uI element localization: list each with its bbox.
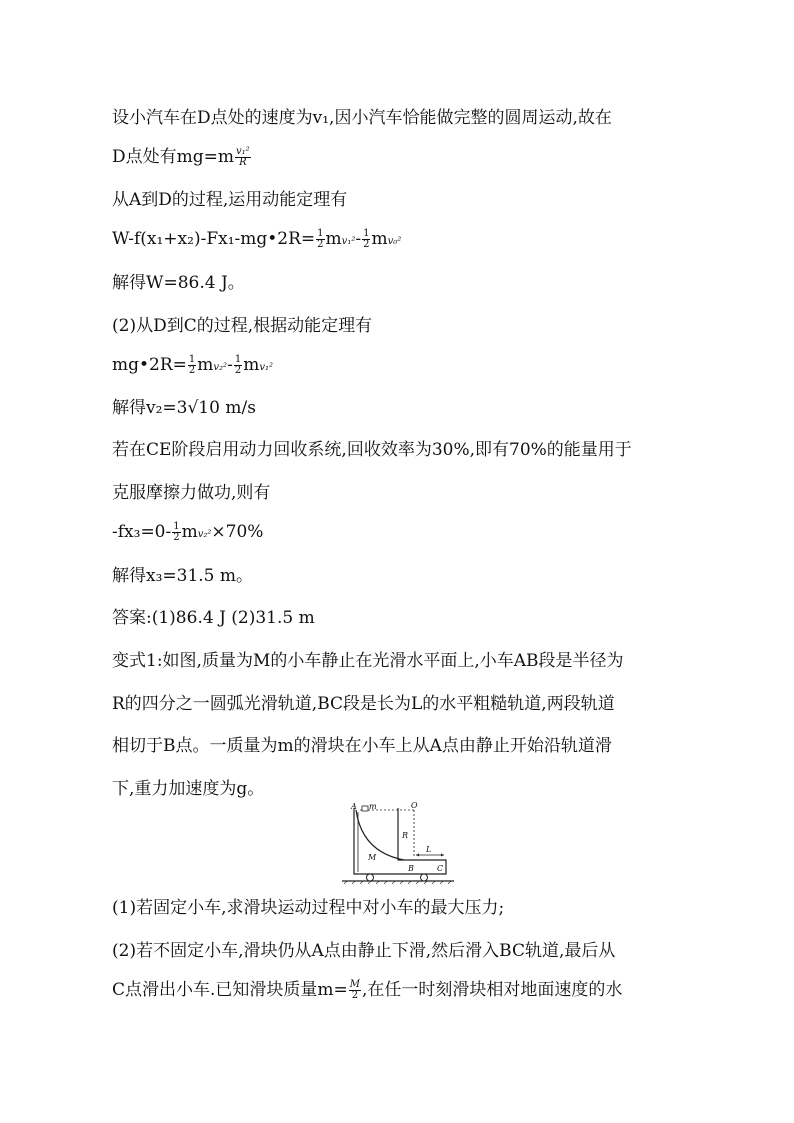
text-segment: m: [181, 522, 198, 542]
fraction-numerator: 1: [363, 228, 370, 239]
label-o: O: [411, 802, 418, 810]
fraction-half: [362, 229, 370, 250]
fraction-denominator: 2: [188, 365, 196, 376]
label-a: A: [351, 802, 357, 811]
text-segment: -: [227, 355, 233, 375]
slider-block: [362, 806, 368, 811]
fraction-numerator: v₁²: [236, 146, 250, 157]
fraction-denominator: R: [239, 157, 247, 168]
fraction-denominator: 2: [234, 365, 242, 376]
arrowhead-left: [416, 854, 419, 857]
wheel-right: [421, 874, 428, 881]
label-b: B: [408, 864, 414, 873]
text-segment: m: [243, 355, 260, 375]
fraction-half: [234, 355, 242, 376]
text-line-1: 设小汽车在D点处的速度为v₁,因小汽车恰能做完整的圆周运动,故在: [112, 108, 612, 128]
label-m-large: M: [368, 853, 377, 862]
cart-track-figure: [338, 802, 458, 884]
text-segment: m: [325, 229, 342, 249]
text-line-2: [112, 146, 252, 168]
text-segment: m: [197, 355, 214, 375]
text-line-20: [112, 979, 622, 1001]
label-c: C: [437, 864, 444, 873]
fraction-m-over-2: [349, 980, 361, 1001]
fraction-half: [316, 229, 324, 250]
fraction-denominator: 2: [363, 239, 370, 250]
fraction-denominator: 2: [173, 532, 180, 543]
text-line-13: 答案:(1)86.4 J (2)31.5 m: [112, 608, 315, 628]
text-line-17: 下,重力加速度为g。: [112, 779, 265, 799]
text-segment: mg•2R=: [112, 355, 187, 375]
velocity-term: v₀²: [387, 236, 402, 247]
text-line-10: 克服摩擦力做功,则有: [112, 483, 271, 503]
label-l: L: [426, 845, 432, 854]
fraction-v1sq-over-r: [235, 147, 251, 168]
velocity-term: v₂²: [197, 529, 212, 540]
text-segment: C点滑出小车.已知滑块质量m=: [112, 980, 348, 1000]
velocity-term: v₁²: [259, 362, 273, 373]
velocity-term: v₁²: [341, 236, 356, 247]
text-line-3: 从A到D的过程,运用动能定理有: [112, 190, 348, 210]
text-line-18: (1)若固定小车,求滑块运动过程中对小车的最大压力;: [112, 898, 505, 918]
fraction-numerator: 1: [188, 354, 196, 365]
text-line-5: 解得W=86.4 J。: [112, 273, 245, 293]
text-line-16: 相切于B点。一质量为m的滑块在小车上从A点由静止开始沿轨道滑: [112, 736, 612, 756]
text-line-14: 变式1:如图,质量为M的小车静止在光滑水平面上,小车AB段是半径为: [112, 651, 624, 671]
text-line-8: 解得v₂=3√10 m/s: [112, 398, 256, 418]
text-segment: ×70%: [211, 522, 264, 542]
text-line-9: 若在CE阶段启用动力回收系统,回收效率为30%,即有70%的能量用于: [112, 440, 632, 460]
text-line-6: (2)从D到C的过程,根据动能定理有: [112, 316, 373, 336]
text-segment: D点处有mg=m: [112, 147, 234, 167]
fraction-half: [188, 355, 196, 376]
label-r: R: [402, 831, 409, 840]
wheel-left: [367, 874, 374, 881]
cart-body: [354, 808, 446, 874]
fraction-denominator: 2: [351, 990, 359, 1001]
label-m-small: m: [369, 802, 377, 811]
fraction-numerator: 1: [234, 354, 242, 365]
text-segment: -fx₃=0-: [112, 522, 172, 542]
fraction-half: [172, 522, 180, 543]
text-line-7: [112, 354, 273, 379]
text-line-19: (2)若不固定小车,滑块仍从A点由静止下滑,然后滑入BC轨道,最后从: [112, 941, 616, 961]
text-segment: -: [355, 229, 362, 249]
text-segment: ,在任一时刻滑块相对地面速度的水: [362, 980, 623, 1000]
text-line-15: R的四分之一圆弧光滑轨道,BC段是长为L的水平粗糙轨道,两段轨道: [112, 694, 615, 714]
text-line-12: 解得x₃=31.5 m。: [112, 566, 254, 586]
fraction-numerator: 1: [317, 228, 324, 239]
arc-track: [356, 810, 404, 860]
velocity-term: v₂²: [213, 362, 228, 373]
text-line-11: [112, 521, 263, 546]
fraction-numerator: M: [349, 979, 361, 990]
text-segment: W-f(x₁+x₂)-Fx₁-mg•2R=: [112, 229, 316, 249]
fraction-denominator: 2: [317, 239, 324, 250]
text-line-4: [112, 228, 401, 253]
fraction-numerator: 1: [173, 521, 180, 532]
arrowhead-right: [441, 854, 444, 857]
text-segment: m: [371, 229, 388, 249]
